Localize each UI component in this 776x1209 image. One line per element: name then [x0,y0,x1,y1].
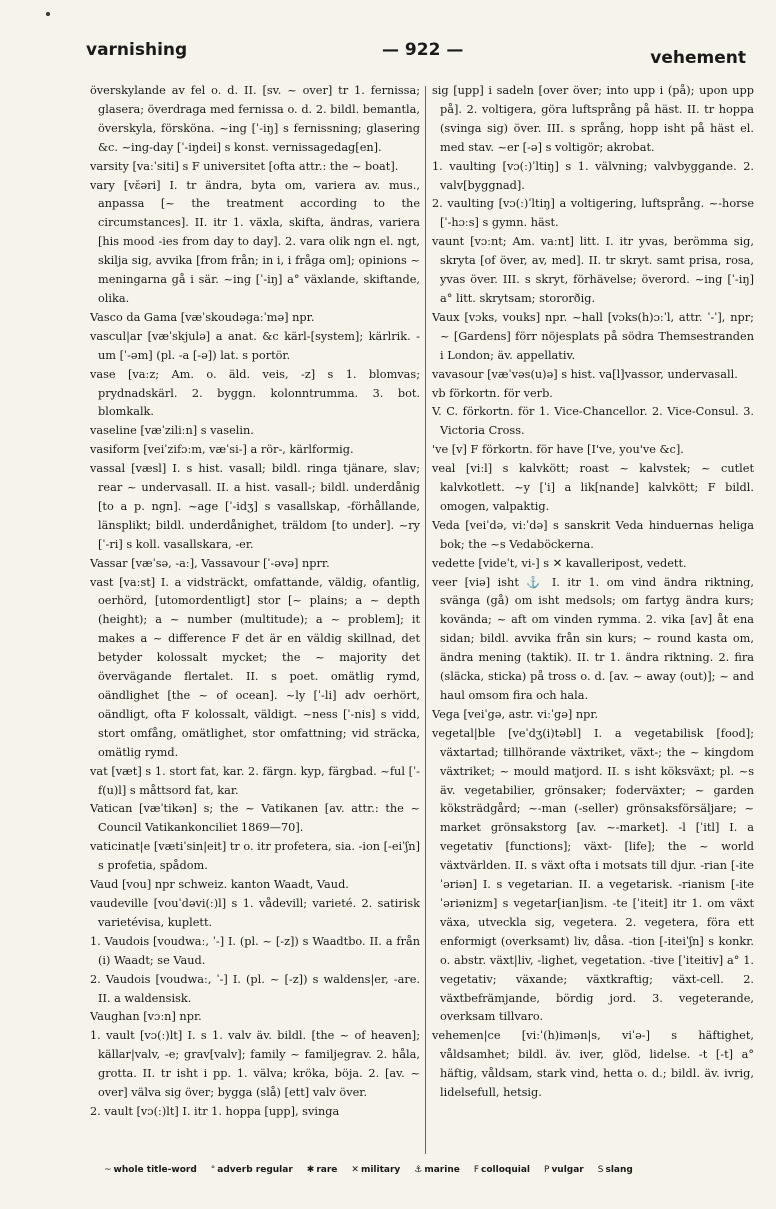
dictionary-entry: vavasour [væˈvəs(u)ə] s hist. va[l]vassor, undervasall. [432,367,738,381]
dictionary-entry: vast [vaːst] I. a vidsträckt, omfattande, väldig, ofantlig, oerhörd, [utomordentligt] stor [~ plains; a ~ depth (height); a ~ number (multitude); a ~ problem]; it makes a ~ difference F det är en väldig skillnad, det betyder kolossalt mycket; the ~ majority det övervägande flertalet. II. s poet. omätlig rymd, oändlighet [the ~ of ocean]. ~ly [ˈ-li] adv oerhört, oändligt, ofta F kolossalt, väldigt. ~ness [ˈ-nis] s vidd, stort omfång, omätlighet, stor omfattning; vid sträcka, omätlig rymd. [90,575,420,759]
dictionary-entry: vb förkortn. för verb. [432,386,553,400]
dictionary-entry: sig [upp] i sadeln [over över; into upp i (på); upon upp på]. 2. voltigera, göra luftsprång på häst. II. tr hoppa (svinga sig) över. III. s språng, hopp isht på häst el. med stav. ~er [-ə] s voltigör; akrobat. [432,84,754,154]
dictionary-entry: vaunt [vɔːnt; Am. vaːnt] litt. I. itr yvas, berömma sig, skryta [of över, av, med]. II. tr skryt. samt prisa, rosa, yvas över. III. s skryt, förhävelse; överord. ~ing [ˈ-iŋ] a° litt. skrytsam; stororðig. [432,235,754,305]
dictionary-entry: vascul|ar [væˈskjulə] a anat. &c kärl-[system]; kärlrik. -um [ˈ-əm] (pl. -a [-ə]) lat. s portör. [90,329,420,362]
dictionary-entry: varsity [vaːˈsiti] s F universitet [ofta attr.: the ~ boat]. [90,159,399,173]
dictionary-entry: Vega [veiˈgə, astr. viːˈgə] npr. [432,707,599,721]
dictionary-entry: 1. Vaudois [voudwaː, ˈ-] I. (pl. ~ [-z]) s Waadtbo. II. a från (i) Waadt; se Vaud. [90,934,420,967]
legend-label: military [360,1165,401,1175]
legend-label: whole title-word [113,1165,197,1175]
dictionary-entry: överskylande av fel o. d. II. [sv. ~ over] tr 1. fernissa; glasera; överdraga med fernissa o. d. 2. bildl. bemantla, överskyla, försköna. ~ing [ˈ-iŋ] s fernissning; glasering &c. ~ing-day [ˈ-iŋdei] s konst. vernissagedag[en]. [90,84,420,154]
dictionary-entry: vaseline [væˈziliːn] s vaselin. [90,424,254,438]
legend-symbol: P [544,1165,550,1175]
dictionary-entry: Vaughan [vɔːn] npr. [90,1010,202,1024]
dictionary-entry: vase [vaːz; Am. o. äld. veis, -z] s 1. blomvas; prydnadskärl. 2. byggn. kolonntrumma. 3. bot. blomkalk. [90,367,420,419]
legend-label: vulgar [551,1165,584,1175]
dictionary-entry: Vatican [væˈtikən] s; the ~ Vatikanen [av. attr.: the ~ Council Vatikankonciliet 1869—70]. [90,802,420,835]
legend-label: adverb regular [217,1165,293,1175]
dictionary-entry: 2. Vaudois [voudwaː, ˈ-] I. (pl. ~ [-z]) s waldens|er, -are. II. a waldensisk. [90,972,420,1005]
dictionary-entry: vassal [væsl] I. s hist. vasall; bildl. ringa tjänare, slav; rear ~ undervasall. II. a hist. vasall-; bildl. underdånig [to a p. ngn]. ~age [ˈ-idʒ] s vasallskap, -förhållande, länsplikt; bildl. underdånighet, träldom [to under]. ~ry [ˈ-ri] s koll. vasallskara, -er. [90,462,420,551]
legend-item [544,1165,584,1175]
legend-label: slang [605,1165,633,1175]
legend-item [474,1165,530,1175]
legend-symbol: ° [210,1165,216,1175]
legend-item [307,1165,338,1175]
dictionary-entry: veer [viə] isht ⚓ I. itr 1. om vind ändra riktning, svänga (gå) om isht medsols; om fartyg ändra kurs; kovända; ~ aft om vinden rymma. 2. vika [av] åt ena sidan; bildl. avvika från sin kurs; ~ round kasta om, ändra mening (taktik). II. tr 1. ändra riktning. 2. fira (släcka, sticka) på tross o. d. [av. ~ away (out)]; ~ and haul omsom fira och hala. [432,575,754,702]
page-number: — 922 — [382,40,464,60]
legend-symbol: ~ [104,1165,112,1175]
legend-item [598,1165,633,1175]
legend-label: rare [316,1165,338,1175]
legend-symbol: F [473,1165,480,1175]
dictionary-entry: Vassar [væˈsə, -aː], Vassavour [ˈ-əvə] nprr. [90,556,330,570]
dictionary-entry: 1. vault [vɔ(ː)lt] I. s 1. valv äv. bildl. [the ~ of heaven]; källar|valv, -e; grav[valv]; family ~ familjegrav. 2. håla, grotta. II. tr isht i pp. 1. välva; kröka, böja. 2. [av. ~ over] välva sig över; bygga (slå) [ett] valv över. [90,1029,420,1100]
dictionary-entry: V. C. förkortn. för 1. Vice-Chancellor. 2. Vice-Consul. 3. Victoria Cross. [432,405,754,438]
legend-item [211,1165,293,1175]
dictionary-entry: vat [væt] s 1. stort fat, kar. 2. färgn. kyp, färgbad. ~ful [ˈ-f(u)l] s måttsord fat, kar. [90,764,420,797]
legend-label: colloquial [481,1165,530,1175]
legend-label: marine [424,1165,460,1175]
legend-symbol: ✱ [306,1165,315,1175]
dictionary-entry: 2. vaulting [vɔ(ː)ˈltiŋ] a voltigering, luftsprång. ~-horse [ˈ-hɔːs] s gymn. häst. [432,197,754,230]
dictionary-entry: veal [viːl] s kalvkött; roast ~ kalvstek; ~ cutlet kalvkotlett. ~y [ˈi] a lik[nande] kalvkött; F bildl. omogen, valpaktig. [432,462,754,513]
dictionary-entry: vegetal|ble [veˈdʒ(i)təbl] I. a vegetabilisk [food]; växtartad; tillhörande växtriket, växt-; the ~ kingdom växtriket; ~ mould matjord. II. s isht köksväxt; pl. ~s äv. vegetabilier, grönsaker; foderväxter; ~ garden köksträdgård; ~-man (-seller) grönsaksförsäljare; ~ market grönsakstorg [av. ~-market]. -l [ˈitl] I. a vegetativ [functions]; växt- [life]; the ~ world växtvärlden. II. s växt ofta i motsats till djur. -rian [-iteˈəriən] I. s vegetarian. II. a vegetarisk. -rianism [-iteˈəriənizm] s vegetar[ian]ism. -te [ˈiteit] itr 1. om växt växa, utveckla sig, vegetera. 2. vegetera, föra ett enformigt (overksamt) liv, dåsa. -tion [-iteiˈʃn] s konkr. o. abstr. växt|liv, -lighet, vegetation. -tive [ˈiteitiv] a° 1. vegetativ; växande; växtkraftig; växt-cell. 2. växtbefrämjande, bördig jord. 3. vegeterande, overksam tillvaro. [432,726,754,1024]
legend-symbol: S [597,1165,604,1175]
dictionary-entry: 1. vaulting [vɔ(ː)ˈltiŋ] s 1. välvning; valvbyggande. 2. valv[byggnad]. [432,159,754,192]
legend-item [104,1165,197,1175]
legend-item [414,1165,460,1175]
dictionary-entry: vasiform [veiˈzifɔːm, væˈsi-] a rör-, kärlformig. [90,443,354,457]
dictionary-entry: vedette [videˈt, vi-] s ✕ kavalleripost, vedett. [432,556,687,570]
dictionary-entry: Vasco da Gama [væˈskoudəgaːˈmə] npr. [90,310,315,324]
legend-item [351,1165,400,1175]
column-divider [425,86,426,1154]
speck [46,12,50,16]
header-left-word: varnishing [86,40,188,60]
dictionary-entry: 2. vault [vɔ(ː)lt] I. itr 1. hoppa [upp], svinga [90,1104,340,1118]
dictionary-entry: vaudeville [vouˈdəvi(ː)l] s 1. vådevill; varieté. 2. satirisk varietévisa, kuplett. [90,896,420,929]
dictionary-entry: vaticinat|e [vætiˈsin|eit] tr o. itr profetera, sia. -ion [-eiˈʃn] s profetia, spådom. [90,840,420,873]
page-header [86,36,746,76]
dictionary-entry: vehemen|ce [viːˈ(h)imən|s, viˈə-] s häftighet, våldsamhet; bildl. äv. iver, glöd, lidelse. -t [-t] a° häftig, våldsam, stark vind, hetta o. d.; bildl. äv. ivrig, lidelsefull, hetsig. [432,1029,754,1100]
legend-symbol: ✕ [351,1165,359,1175]
left-column [90,82,420,1162]
header-right-word: vehement [650,48,746,68]
dictionary-entry: vary [vɛ̆əri] I. tr ändra, byta om, variera av. mus., anpassa [~ the treatment according to the circumstances]. II. itr 1. växla, skifta, ändras, variera [his mood -ies from day to day]. 2. vara olik ngn el. ngt, skilja sig, avvika [from från; in i, i fråga om]; opinions ~ meningarna gå i sär. ~ing [ˈ-iŋ] a° växlande, skiftande, olika. [90,178,420,305]
symbol-legend [104,1165,756,1175]
right-column [432,82,754,1162]
dictionary-entry: Veda [veiˈdə, viːˈdə] s sanskrit Veda hinduernas heliga bok; the ~s Vedaböckerna. [432,518,754,551]
dictionary-entry: Vaux [vɔks, vouks] npr. ~hall [vɔks(h)ɔːˈl, attr. ˈ-ˈ], npr; ~ [Gardens] förr nöjesplats på södra Themsestranden i London; äv. appellativ. [432,310,754,362]
dictionary-entry: Vaud [vou] npr schweiz. kanton Waadt, Vaud. [90,878,349,892]
dictionary-entry: 've [v] F förkortn. för have [I've, you've &c]. [432,443,684,457]
legend-symbol: ⚓ [414,1165,423,1175]
